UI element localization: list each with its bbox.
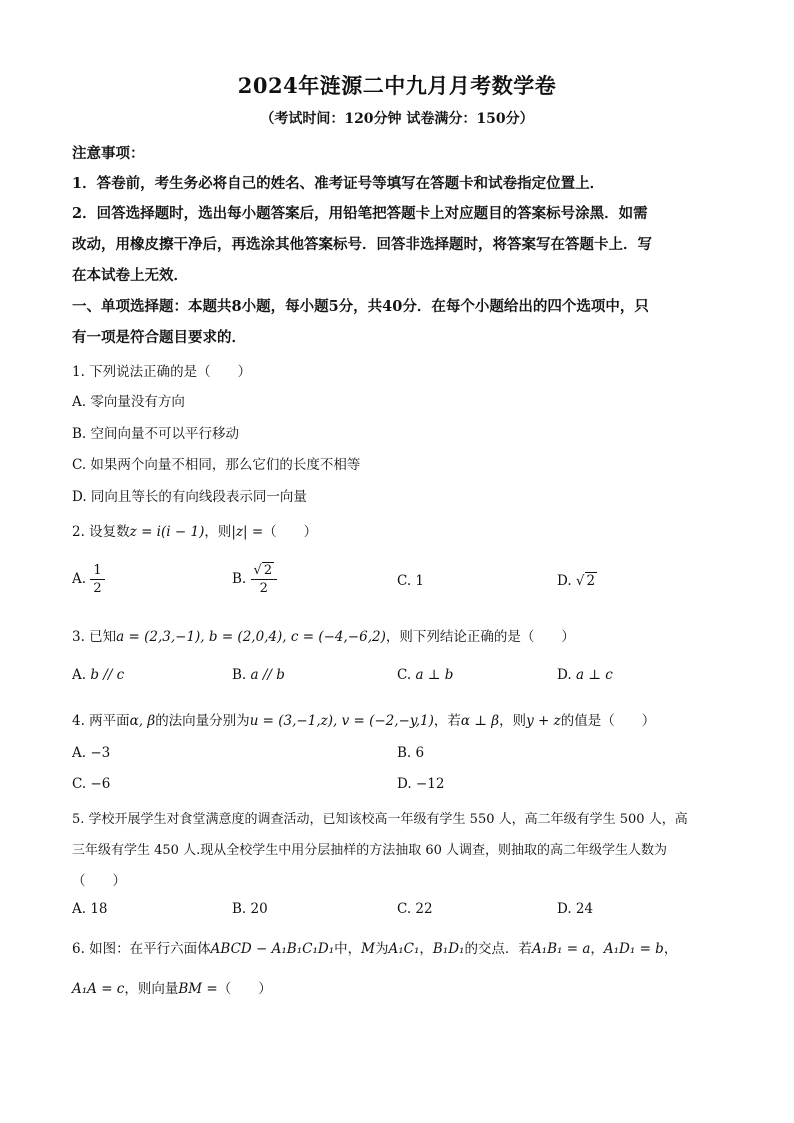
q2-stem bbox=[72, 520, 317, 540]
q3-option-a-label: A. bbox=[72, 667, 87, 683]
q4-vectors: u = (3,−1,z), v = (−2,−y,1) bbox=[249, 713, 434, 729]
q2-option-a bbox=[72, 562, 105, 597]
q1-option-b: B. 空间向量不可以平行移动 bbox=[72, 426, 240, 442]
q2-formula: z = i(i − 1) bbox=[129, 524, 205, 540]
q6-line2-post: （ ） bbox=[217, 981, 272, 997]
q3-option-b-formula: a // b bbox=[250, 667, 285, 683]
q2-option-d-radicand: 2 bbox=[586, 573, 596, 589]
q1-option-a: A. 零向量没有方向 bbox=[72, 394, 185, 410]
q3-option-c-label: C. bbox=[397, 667, 412, 683]
sqrt-radicand: 2 bbox=[263, 563, 273, 578]
q2-option-b-label: B. bbox=[232, 571, 247, 587]
q2-stem-mid: ，则 bbox=[204, 524, 232, 540]
q4-condition: α ⊥ β bbox=[460, 713, 500, 729]
q3-option-a-formula: b // c bbox=[90, 667, 125, 683]
q1-option-c: C. 如果两个向量不相同，那么它们的长度不相等 bbox=[72, 457, 361, 473]
fraction-denominator: 2 bbox=[93, 581, 102, 596]
q4-stem-pre: 4. 两平面 bbox=[72, 713, 130, 729]
q5-option-b: B. 20 bbox=[232, 901, 268, 917]
notice-item-2-line-3: 在本试卷上无效． bbox=[72, 267, 188, 284]
q6-vector-b: A₁D₁ = b bbox=[603, 941, 664, 957]
q3-option-b-label: B. bbox=[232, 667, 247, 683]
q3-stem-pre: 3. 已知 bbox=[72, 629, 117, 645]
notice-heading: 注意事项： bbox=[72, 145, 145, 162]
q3-option-d bbox=[557, 667, 613, 683]
q5-option-a: A. 18 bbox=[72, 901, 108, 917]
q4-option-c: C. −6 bbox=[72, 776, 111, 792]
q3-option-c-formula: a ⊥ b bbox=[415, 667, 454, 683]
q2-stem-post: （ ） bbox=[263, 524, 318, 540]
q5-option-c: C. 22 bbox=[397, 901, 433, 917]
q4-stem-post: 的值是（ ） bbox=[560, 713, 656, 729]
q6-line-2 bbox=[72, 977, 272, 997]
q5-line-3: （ ） bbox=[72, 873, 126, 889]
q2-option-d: D. √ 2 bbox=[557, 573, 596, 589]
q3-option-d-label: D. bbox=[557, 667, 572, 683]
q1-stem: 1. 下列说法正确的是（ ） bbox=[72, 364, 252, 380]
fraction-denominator: 2 bbox=[259, 581, 268, 596]
q6-stem-mid: 中， bbox=[334, 941, 362, 957]
q4-stem bbox=[72, 709, 655, 729]
q6-stem-end: ， bbox=[663, 941, 678, 957]
q5-line-2: 三年级有学生 450 人.现从全校学生中用分层抽样的方法抽取 60 人调查，则抽取的高二年级学生人数为 bbox=[72, 843, 668, 858]
q6-line2-mid: ，则向量 bbox=[124, 981, 179, 997]
q2-option-c: C. 1 bbox=[397, 573, 425, 589]
q2-option-b-fraction bbox=[251, 562, 278, 597]
q6-stem bbox=[72, 937, 677, 957]
q4-option-d: D. −12 bbox=[397, 776, 445, 792]
q3-option-b bbox=[232, 667, 285, 683]
q4-stem-mid3: ，则 bbox=[499, 713, 527, 729]
q3-vectors: a = (2,3,−1), b = (2,0,4), c = (−4,−6,2) bbox=[116, 629, 386, 645]
q6-vector-a: A₁B₁ = a bbox=[531, 941, 591, 957]
q2-abs-formula: |z| = bbox=[231, 524, 264, 540]
section-heading-line-1: 一、单项选择题：本题共8小题，每小题5分，共40分．在每个小题给出的四个选项中，只 bbox=[72, 298, 649, 315]
q4-option-a: A. −3 bbox=[72, 745, 111, 761]
q4-stem-mid: 的法向量分别为 bbox=[155, 713, 250, 729]
q4-expression: y + z bbox=[526, 713, 561, 729]
notice-item-2-line-2: 改动，用橡皮擦干净后，再选涂其他答案标号．回答非选择题时，将答案写在答题卡上．写 bbox=[72, 236, 652, 253]
q3-option-c bbox=[397, 667, 453, 683]
q2-option-d-label: D. bbox=[557, 573, 572, 589]
q3-stem bbox=[72, 625, 575, 645]
q3-option-a bbox=[72, 667, 124, 683]
q6-stem-mid2: 为 bbox=[374, 941, 389, 957]
notice-item-1: 1．答卷前，考生务必将自己的姓名、准考证号等填写在答题卡和试卷指定位置上． bbox=[72, 175, 605, 192]
q2-option-a-fraction bbox=[90, 562, 104, 597]
q4-option-b: B. 6 bbox=[397, 745, 425, 761]
q4-planes: α, β bbox=[129, 713, 156, 729]
q4-stem-mid2: ，若 bbox=[433, 713, 461, 729]
q5-line-1: 5. 学校开展学生对食堂满意度的调查活动，已知该校高一年级有学生 550 人，高二年级有学生 500 人，高 bbox=[72, 812, 688, 827]
q6-solid: ABCD − A₁B₁C₁D₁ bbox=[210, 941, 335, 957]
q1-option-d: D. 同向且等长的有向线段表示同一向量 bbox=[72, 489, 307, 505]
exam-info: （考试时间：120分钟 试卷满分：150分） bbox=[260, 111, 534, 127]
q2-stem-pre: 2. 设复数 bbox=[72, 524, 130, 540]
page-title: 2024年涟源二中九月月考数学卷 bbox=[237, 73, 557, 98]
q3-stem-post: ，则下列结论正确的是（ ） bbox=[385, 629, 575, 645]
q6-segment-ac: A₁C₁ bbox=[388, 941, 420, 957]
q3-option-d-formula: a ⊥ c bbox=[575, 667, 613, 683]
q6-stem-mid3: 的交点．若 bbox=[464, 941, 532, 957]
fraction-numerator: 1 bbox=[90, 562, 104, 580]
q6-vector-bm: BM = bbox=[178, 981, 218, 997]
q6-comma: ， bbox=[419, 941, 433, 957]
q6-segment-bd: B₁D₁ bbox=[432, 941, 465, 957]
q2-option-a-label: A. bbox=[72, 571, 87, 587]
q5-option-d: D. 24 bbox=[557, 901, 594, 917]
fraction-numerator: √ 2 bbox=[251, 562, 278, 580]
section-heading-line-2: 有一项是符合题目要求的． bbox=[72, 329, 246, 346]
q6-vector-c: A₁A = c bbox=[72, 981, 125, 997]
q6-stem-pre: 6. 如图：在平行六面体 bbox=[72, 941, 211, 957]
q6-point-m: M bbox=[361, 941, 375, 957]
q6-separator: ， bbox=[590, 941, 604, 957]
q2-option-b bbox=[232, 562, 277, 597]
notice-item-2-line-1: 2．回答选择题时，选出每小题答案后，用铅笔把答题卡上对应题目的答案标号涂黑．如需 bbox=[72, 205, 648, 222]
